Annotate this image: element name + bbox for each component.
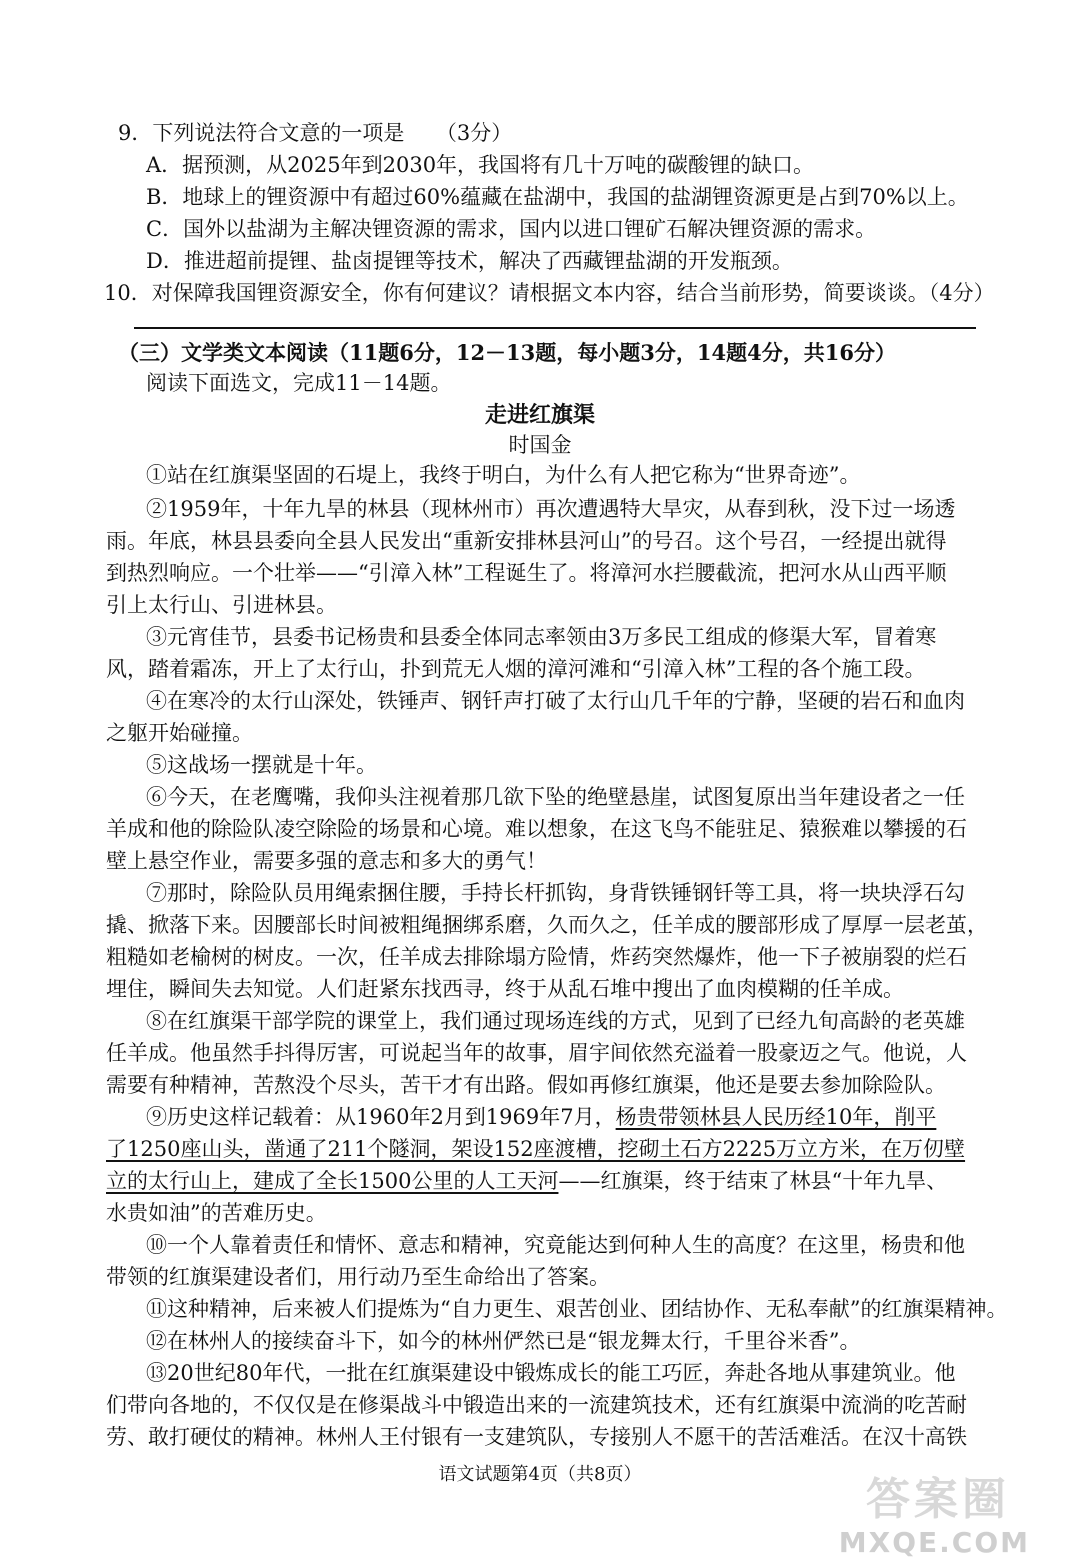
plain-text: ——红旗渠，终于结束了林县“十年九旱、 (558, 1169, 948, 1193)
article-line: 引上太行山、引进林县。 (106, 593, 337, 617)
article-line: ④在寒冷的太行山深处，铁锤声、钢钎声打破了太行山几千年的宁静，坚硬的岩石和血肉 (146, 689, 965, 713)
article-line: 埋住，瞬间失去知觉。人们赶紧东找西寻，终于从乱石堆中搜出了血肉模糊的任羊成。 (106, 977, 904, 1001)
article-line: 撬、掀落下来。因腰部长时间被粗绳捆绑系磨，久而久之，任羊成的腰部形成了厚厚一层老茧， (106, 913, 988, 937)
article-paragraph-9-line-3 (106, 1166, 947, 1196)
article-line: 壁上悬空作业，需要多强的意志和多大的勇气！ (106, 849, 547, 873)
article-line: 带领的红旗渠建设者们，用行动乃至生命给出了答案。 (106, 1265, 610, 1289)
article-title: 走进红旗渠 (484, 402, 595, 428)
article-line: 劳、敢打硬仗的精神。林州人王付银有一支建筑队，专接别人不愿干的苦活难活。在汉十高铁 (106, 1425, 967, 1449)
article-line: ⑧在红旗渠干部学院的课堂上，我们通过现场连线的方式，见到了已经九旬高龄的老英雄 (146, 1009, 965, 1033)
question-9-option-a: A．据预测，从2025年到2030年，我国将有几十万吨的碳酸锂的缺口。 (146, 153, 815, 177)
article-line: ⑩一个人靠着责任和情怀、意志和精神，究竟能达到何种人生的高度？在这里，杨贵和他 (146, 1233, 965, 1257)
article-line: 任羊成。他虽然手抖得厉害，可说起当年的故事，眉宇间依然充溢着一股豪迈之气。他说，人 (106, 1041, 967, 1065)
underlined-text: 立的太行山上，建成了全长1500公里的人工天河 (106, 1169, 559, 1193)
article-line: ⑤这战场一摆就是十年。 (146, 753, 377, 777)
question-9-option-b: B．地球上的锂资源中有超过60%蕴藏在盐湖中，我国的盐湖锂资源更是占到70%以上。 (146, 185, 969, 209)
article-line: ③元宵佳节，县委书记杨贵和县委全体同志率领由3万多民工组成的修渠大军，冒着寒 (146, 625, 937, 649)
article-line: 羊成和他的除险队凌空除险的场景和心境。难以想象，在这飞鸟不能驻足、猿猴难以攀援的石 (106, 817, 967, 841)
article-line: ⑬20世纪80年代，一批在红旗渠建设中锻炼成长的能工巧匠，奔赴各地从事建筑业。他 (146, 1361, 956, 1385)
article-author: 时国金 (508, 433, 572, 457)
article-line: 到热烈响应。一个壮举——“引漳入林”工程诞生了。将漳河水拦腰截流，把河水从山西平顺 (106, 561, 947, 585)
section-divider (134, 327, 976, 329)
article-line: ①站在红旗渠坚固的石堤上，我终于明白，为什么有人把它称为“世界奇迹”。 (146, 463, 861, 487)
question-9-stem: 9．下列说法符合文意的一项是 （3分） (118, 121, 513, 145)
question-9-option-d: D．推进超前提锂、盐卤提锂等技术，解决了西藏锂盐湖的开发瓶颈。 (146, 249, 793, 273)
underlined-text: 了1250座山头，凿通了211个隧洞，架设152座渡槽，挖砌土石方2225万立方米，在万仞壁 (106, 1137, 966, 1161)
plain-text: ⑨历史这样记载着：从1960年2月到1969年7月， (146, 1105, 616, 1129)
watermark-url: MXQE.COM (838, 1526, 1030, 1559)
article-line: 雨。年底，林县县委向全县人民发出“重新安排林县河山”的号召。这个号召，一经提出就得 (106, 529, 947, 553)
article-line: ⑥今天，在老鹰嘴，我仰头注视着那几欲下坠的绝壁悬崖，试图复原出当年建设者之一任 (146, 785, 965, 809)
article-line: ⑫在林州人的接续奋斗下，如今的林州俨然已是“银龙舞太行，千里谷米香”。 (146, 1329, 861, 1353)
page-footer: 语文试题第4页（共8页） (438, 1464, 642, 1485)
article-line: 水贵如油”的苦难历史。 (106, 1201, 327, 1225)
article-line: ②1959年，十年九旱的林县（现林州市）再次遭遇特大旱灾，从春到秋，没下过一场透 (146, 497, 956, 521)
article-line: 之躯开始碰撞。 (106, 721, 253, 745)
article-line: 风，踏着霜冻，开上了太行山，扑到荒无人烟的漳河滩和“引漳入林”工程的各个施工段。 (106, 657, 926, 681)
article-line: ⑦那时，除险队员用绳索捆住腰，手持长杆抓钩，身背铁锤钢钎等工具，将一块块浮石勾 (146, 881, 965, 905)
section-3-instruction: 阅读下面选文，完成11－14题。 (146, 371, 452, 395)
watermark-logo: 答案圈 (866, 1474, 1010, 1525)
article-line: 们带向各地的，不仅仅是在修渠战斗中锻造出来的一流建筑技术，还有红旗渠中流淌的吃苦耐 (106, 1393, 967, 1417)
article-paragraph-9-line-1 (146, 1102, 936, 1132)
question-10-stem: 10．对保障我国锂资源安全，你有何建议？请根据文本内容，结合当前形势，简要谈谈。（4分） (104, 281, 995, 305)
article-line: ⑪这种精神，后来被人们提炼为“自力更生、艰苦创业、团结协作、无私奉献”的红旗渠精神。 (146, 1297, 1008, 1321)
section-3-heading: （三）文学类文本阅读（11题6分，12－13题，每小题3分，14题4分，共16分） (118, 340, 896, 365)
question-9-option-c: C．国外以盐湖为主解决锂资源的需求，国内以进口锂矿石解决锂资源的需求。 (146, 217, 877, 241)
underlined-text: 杨贵带领林县人民历经10年，削平 (615, 1105, 937, 1129)
article-line: 粗糙如老榆树的树皮。一次，任羊成去排除塌方险情，炸药突然爆炸，他一下子被崩裂的烂石 (106, 945, 967, 969)
article-line: 需要有种精神，苦熬没个尽头，苦干才有出路。假如再修红旗渠，他还是要去参加除险队。 (106, 1073, 946, 1097)
